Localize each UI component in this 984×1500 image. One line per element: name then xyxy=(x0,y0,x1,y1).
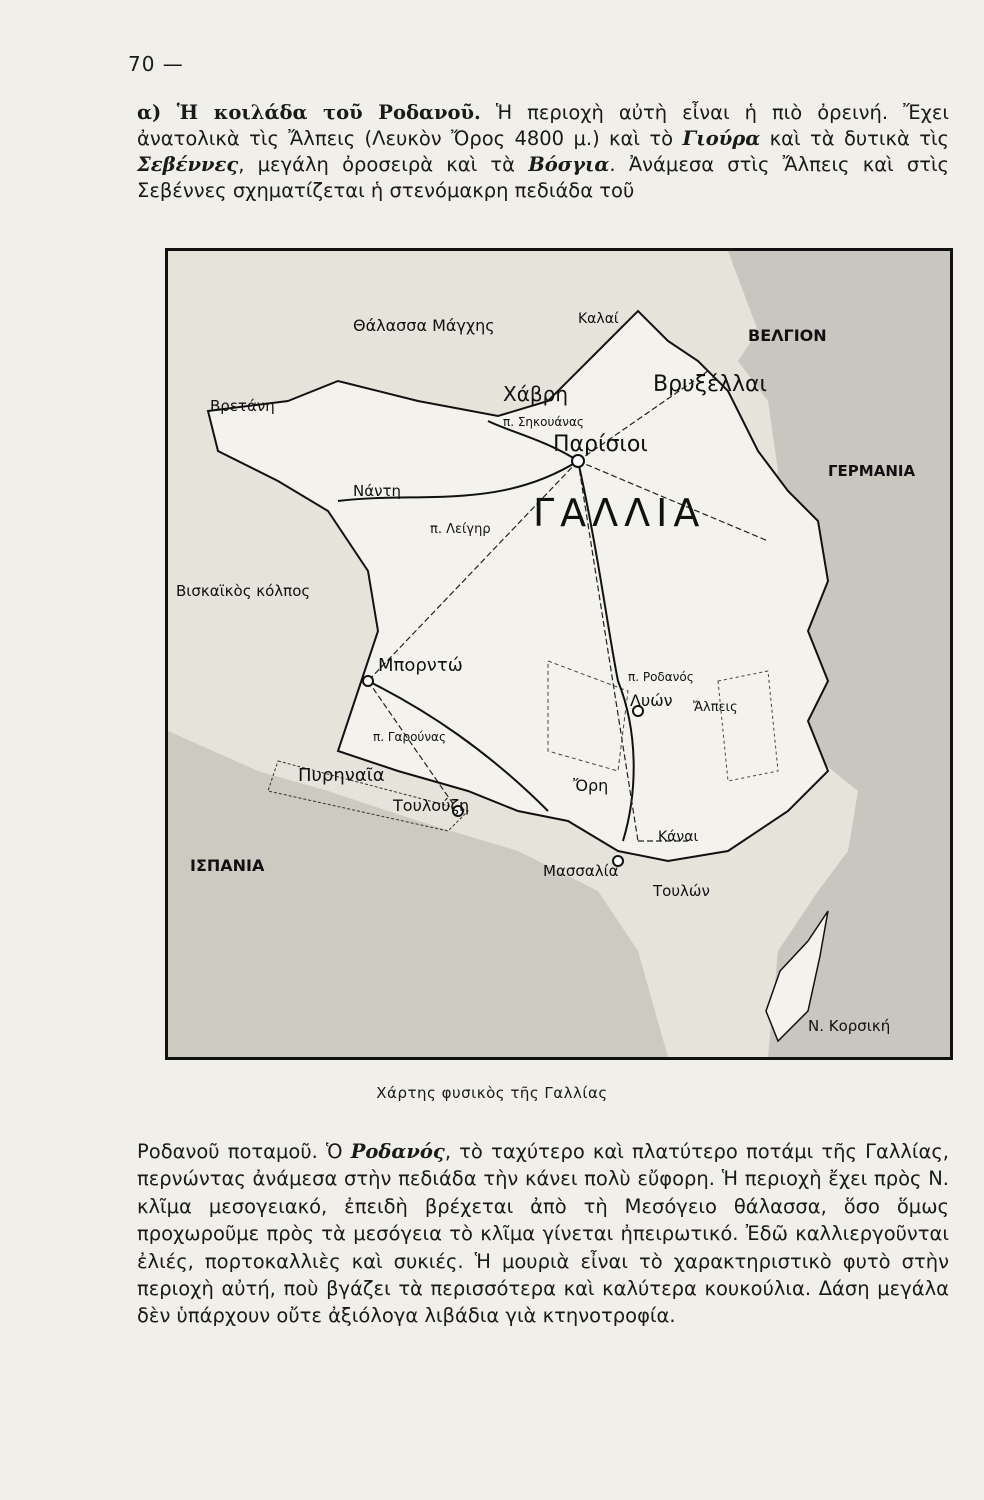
label-paris: Παρίσιοι xyxy=(553,432,648,457)
label-nantes: Νάντη xyxy=(353,482,402,500)
label-biscay: Βισκαϊκὸς κόλπος xyxy=(176,582,311,600)
label-germany: ΓΕΡΜΑΝΙΑ xyxy=(828,462,916,480)
label-garonne: π. Γαρούνας xyxy=(373,730,447,744)
label-toulouse: Τουλούζη xyxy=(393,796,470,815)
label-spain: ΙΣΠΑΝΙΑ xyxy=(190,856,265,875)
label-brussels: Βρυξέλλαι xyxy=(653,372,767,397)
label-seine: π. Σηκουάνας xyxy=(503,415,584,429)
page-number: 70 — xyxy=(128,52,184,76)
map-caption: Χάρτης φυσικὸς τῆς Γαλλίας xyxy=(376,1084,608,1102)
paragraph-bottom-text-1: Ροδανοῦ ποταμοῦ. Ὁ xyxy=(137,1140,351,1163)
paragraph-bottom xyxy=(137,1138,949,1330)
label-belgium: ΒΕΛΓΙΟΝ xyxy=(748,326,827,345)
label-cannes: Κάναι xyxy=(658,829,699,845)
bordeaux-dot xyxy=(363,676,373,686)
paragraph-top-text-3: , μεγάλη ὀροσειρὰ καὶ τὰ xyxy=(238,153,529,176)
term-rhone: Ροδανός xyxy=(350,1140,445,1163)
label-toulon: Τουλών xyxy=(653,882,710,900)
label-calais: Καλαί xyxy=(578,311,619,327)
label-brittany: Βρετάνη xyxy=(210,397,275,415)
label-cevennes: Ὄρη xyxy=(573,776,609,795)
label-rhone: π. Ροδανός xyxy=(628,670,694,684)
label-sea-manche: Θάλασσα Μάγχης xyxy=(353,316,495,335)
label-le-havre: Χάβρη xyxy=(503,382,569,406)
map-illustration xyxy=(168,251,950,1057)
label-bordeaux: Μπορντώ xyxy=(378,655,463,676)
paragraph-top-text-1: Ἡ περιοχὴ αὐτὴ εἶναι ἡ πιὸ ὀρεινή. Ἔχει ἀνατολικὰ τὶς Ἄλπεις (Λευκὸν Ὄρος 4800 μ.) καὶ τὸ xyxy=(137,101,949,150)
term-cevennes: Σεβέννες xyxy=(137,153,239,176)
term-jura: Γιούρα xyxy=(682,127,761,150)
label-loire: π. Λείγηρ xyxy=(430,522,491,537)
paragraph-top-text-4: . Ἀνάμεσα στὶς Ἄλπεις καὶ στὶς Σεβέννες σχηματίζεται ἡ στενόμακρη πεδιάδα τοῦ xyxy=(137,153,949,202)
paragraph-bottom-text-2: , τὸ ταχύτερο καὶ πλατύτερο ποτάμι τῆς Γαλλίας, περνώντας ἀνάμεσα στὴν πεδιάδα τὴν κάνει πολὺ εὔφορη. Ἡ περιοχὴ ἔχει πρὸς Ν. κλῖμα μεσογειακό, ἐπειδὴ βρέχεται ἀπὸ τὴ Μεσόγειο θάλασσα, ὅσο ὅμως προχωροῦμε πρὸς τὰ μεσόγεια τὸ κλῖμα γίνεται ἠπειρωτικό. Ἐδῶ καλλιεργοῦνται ἐλιές, πορτοκαλλιὲς καὶ συκιές. Ἡ μουριὰ εἶναι τὸ χαρακτηριστικὸ φυτὸ στὴν περιοχὴ αὐτή, ποὺ βγάζει τὰ περισσότερα καὶ καλύτερα κουκούλια. Δάση μεγάλα δὲν ὑπάρχουν οὔτε ἀξιόλογα λιβάδια γιὰ κτηνοτροφία. xyxy=(137,1140,950,1328)
label-pyrenees: Πυρηναῖα xyxy=(298,765,385,786)
map-of-france xyxy=(165,248,953,1060)
label-lyon: Λυών xyxy=(630,691,673,710)
label-gallia: ΓΑΛΛΙΑ xyxy=(533,491,706,535)
label-corsica: Ν. Κορσική xyxy=(808,1017,891,1035)
paragraph-top-text-2: καὶ τὰ δυτικὰ τὶς xyxy=(760,127,950,150)
paragraph-top xyxy=(137,100,949,204)
label-alps: Ἄλπεις xyxy=(693,700,738,715)
label-marseille: Μασσαλία xyxy=(543,862,619,880)
section-heading: α) Ἡ κοιλάδα τοῦ Ροδανοῦ. xyxy=(137,101,481,124)
term-vosges: Βόσγια xyxy=(528,153,610,176)
